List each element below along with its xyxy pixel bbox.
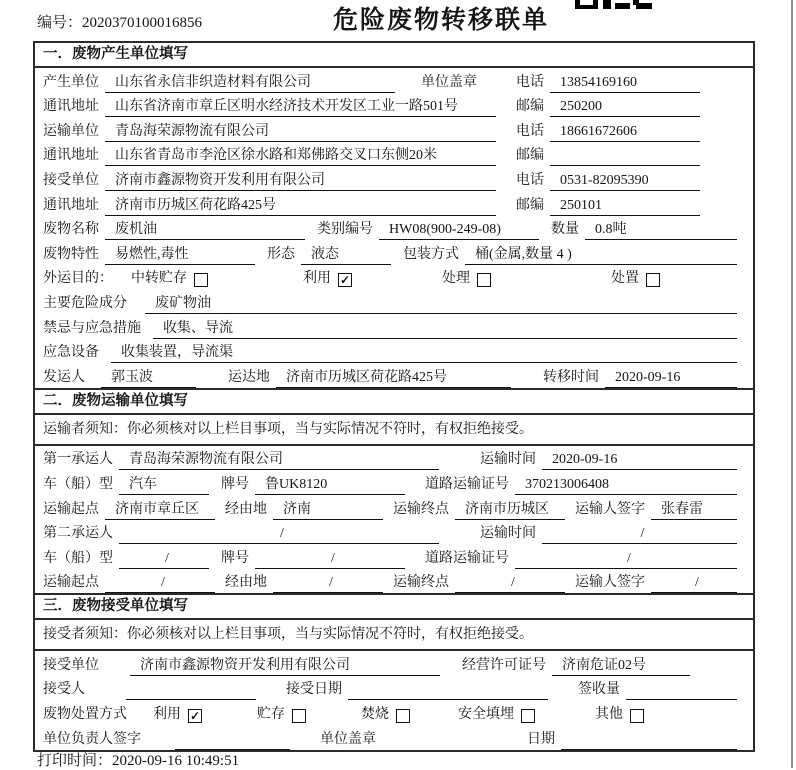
notice-row: 接受者须知：你必须核对以上栏目事项，当与实际情况不符时，有权拒绝接受。 (35, 620, 753, 651)
field-label: 运输时间 (480, 452, 536, 468)
field-label: 废物处置方式 (43, 707, 127, 723)
field-label: 运达地 (228, 369, 270, 385)
qr-code-icon (575, 0, 653, 10)
checkbox-label: 贮存 (257, 707, 285, 723)
form-row (35, 569, 753, 594)
field-label: 邮编 (516, 148, 544, 164)
field-value: 2020-09-16 (605, 368, 737, 388)
field-label: 转移时间 (543, 369, 599, 385)
field-label: 接受单位 (43, 172, 99, 188)
field-label: 单位盖章 (421, 74, 477, 90)
form-row (35, 93, 753, 118)
field-value: 济南市鑫源物资开发利用有限公司 (130, 656, 440, 676)
checkbox-label: 处置 (611, 271, 639, 287)
field-label: 运输终点 (393, 501, 449, 517)
form-row (35, 216, 753, 241)
print-time-label: 打印时间： (37, 753, 113, 769)
field-label: 禁忌与应急措施 (43, 320, 141, 336)
form-row (35, 191, 753, 216)
form-row (35, 700, 753, 725)
field-label: 经由地 (225, 501, 267, 517)
field-value: 液态 (301, 245, 391, 265)
serial-number (37, 11, 202, 32)
checkbox-checked-icon: ✓ (339, 273, 351, 288)
field-label: 车（船）型 (43, 476, 113, 492)
checkbox-label: 利用 (303, 271, 331, 287)
field-label: 包装方式 (403, 246, 459, 262)
form-row (35, 117, 753, 142)
field-value: / (273, 573, 383, 593)
field-label: 牌号 (221, 476, 249, 492)
checkbox-icon (646, 273, 660, 287)
form-row (35, 265, 753, 290)
print-time (37, 749, 239, 770)
field-label: 通讯地址 (43, 99, 99, 115)
field-value: 济南市鑫源物资开发利用有限公司 (105, 171, 496, 191)
checkbox-icon (194, 273, 208, 287)
field-label: 应急设备 (43, 345, 99, 361)
form-row (35, 470, 753, 495)
field-value: HW08(900-249-08) (379, 220, 539, 240)
field-label: 车（船）型 (43, 550, 113, 566)
field-value: 370213006408 (515, 475, 737, 495)
field-label: 道路运输证号 (425, 476, 509, 492)
checkbox-label: 利用 (153, 707, 181, 723)
field-label: 运输时间 (480, 526, 536, 542)
page-title: 危险废物转移联单 (333, 7, 550, 34)
field-value: 张春雷 (651, 500, 737, 520)
field-label: 邮编 (516, 197, 544, 213)
serial-label: 编号： (37, 15, 83, 31)
form-table (33, 41, 755, 752)
field-label: 电话 (516, 123, 544, 139)
field-value: 桶(金属,数量 4 ) (465, 245, 737, 265)
field-value: 青岛海荣源物流有限公司 (105, 122, 496, 142)
field-label: 接受单位 (43, 657, 99, 673)
field-value: 13854169160 (550, 73, 700, 93)
field-label: 运输起点 (43, 501, 99, 517)
field-value (126, 680, 256, 700)
form-row (35, 363, 753, 388)
field-label: 道路运输证号 (425, 550, 509, 566)
field-label: 通讯地址 (43, 148, 99, 164)
field-label: 电话 (516, 172, 544, 188)
field-label: 单位盖章 (320, 731, 376, 747)
field-value (175, 730, 290, 750)
field-value: 收集装置，导流渠 (111, 343, 737, 363)
print-time-value: 2020-09-16 10:49:51 (112, 753, 240, 769)
field-value: 济南 (273, 500, 383, 520)
field-value: / (651, 573, 737, 593)
section-header: 二．废物运输单位填写 (35, 388, 753, 415)
field-value: / (119, 524, 439, 544)
field-value: / (542, 524, 737, 544)
field-label: 邮编 (516, 99, 544, 115)
field-label: 外运目的： (43, 271, 113, 287)
checkbox-option (595, 704, 644, 725)
checkbox-label: 处理 (442, 271, 470, 287)
field-value: 收集、导流 (153, 319, 737, 339)
notice-row: 运输者须知：你必须核对以上栏目事项，当与实际情况不符时，有权拒绝接受。 (35, 415, 753, 446)
field-value: / (105, 573, 215, 593)
form-row (35, 289, 753, 314)
form-row (35, 314, 753, 339)
field-value: / (119, 549, 209, 569)
field-label: 产生单位 (43, 74, 99, 90)
form-row (35, 495, 753, 520)
field-value: 济南市历城区荷花路425号 (105, 196, 496, 216)
field-label: 单位负责人签字 (43, 731, 141, 747)
field-value: 济南市历城区荷花路425号 (276, 368, 511, 388)
field-label: 经由地 (225, 575, 267, 591)
field-label: 废物特性 (43, 246, 99, 262)
field-value: 汽车 (119, 475, 209, 495)
field-label: 签收量 (578, 682, 620, 698)
checkbox-icon (396, 709, 410, 723)
field-value (626, 680, 737, 700)
field-label: 运输单位 (43, 123, 99, 139)
field-label: 牌号 (221, 550, 249, 566)
field-label: 接受日期 (286, 682, 342, 698)
checkbox-label: 其他 (595, 707, 623, 723)
checkbox-option (442, 268, 491, 289)
field-label: 运输人签字 (575, 501, 645, 517)
field-value: / (515, 549, 737, 569)
form-row (35, 339, 753, 364)
form-row (35, 142, 753, 167)
field-value: 山东省永信非织造材料有限公司 (105, 73, 395, 93)
field-value (550, 146, 700, 166)
field-label: 接受人 (43, 682, 85, 698)
checkbox-option (131, 268, 208, 289)
field-value (348, 680, 548, 700)
field-label: 类别编号 (317, 222, 373, 238)
field-value: 18661672606 (550, 122, 700, 142)
form-row (35, 446, 753, 471)
checkbox-icon (521, 709, 535, 723)
field-value: 郭玉波 (101, 368, 196, 388)
checkbox-label: 焚烧 (361, 707, 389, 723)
field-value: 济南市章丘区 (105, 500, 215, 520)
field-value: / (255, 549, 405, 569)
field-label: 通讯地址 (43, 197, 99, 213)
checkbox-icon (292, 709, 306, 723)
form-row (35, 544, 753, 569)
checkbox-label: 中转贮存 (131, 271, 187, 287)
form-row (35, 166, 753, 191)
field-value (561, 730, 737, 750)
form-row (35, 676, 753, 701)
form-row (35, 68, 753, 93)
page-edge-line (791, 0, 793, 768)
field-value: 2020-09-16 (542, 450, 737, 470)
section-header: 三．废物接受单位填写 (35, 593, 753, 620)
serial-value: 2020370100016856 (82, 15, 203, 31)
field-label: 运输终点 (393, 575, 449, 591)
checkbox-option (611, 268, 660, 289)
field-value: 山东省青岛市李沧区徐水路和郑佛路交叉口东侧20米 (105, 146, 496, 166)
field-value: 济南危证02号 (552, 656, 690, 676)
field-value: 0.8吨 (585, 220, 737, 240)
field-label: 第一承运人 (43, 452, 113, 468)
field-value: 山东省济南市章丘区明水经济技术开发区工业一路501号 (105, 97, 496, 117)
checkbox-option (257, 704, 306, 725)
field-label: 运输起点 (43, 575, 99, 591)
checkbox-option (361, 704, 410, 725)
checkbox-icon (630, 709, 644, 723)
field-value: 废矿物油 (145, 294, 737, 314)
field-label: 日期 (527, 731, 555, 747)
checkbox-icon (477, 273, 491, 287)
field-label: 废物名称 (43, 222, 99, 238)
form-row (35, 240, 753, 265)
form-row (35, 725, 753, 750)
field-label: 第二承运人 (43, 526, 113, 542)
checkbox-label: 安全填埋 (458, 707, 514, 723)
field-label: 形态 (267, 246, 295, 262)
field-label: 数量 (551, 222, 579, 238)
field-value: 青岛海荣源物流有限公司 (119, 450, 439, 470)
checkbox-option (153, 704, 202, 725)
checkbox-option (458, 704, 535, 725)
field-value: 易燃性,毒性 (105, 245, 255, 265)
field-value: 250200 (550, 97, 700, 117)
field-label: 运输人签字 (575, 575, 645, 591)
form-row (35, 651, 753, 676)
field-label: 电话 (516, 74, 544, 90)
field-label: 发运人 (43, 369, 85, 385)
field-value: 废机油 (105, 220, 305, 240)
field-label: 主要危险成分 (43, 295, 127, 311)
field-value: / (455, 573, 565, 593)
form-row (35, 520, 753, 545)
section-header: 一．废物产生单位填写 (35, 43, 753, 68)
checkbox-option (303, 268, 352, 289)
field-value: 0531-82095390 (550, 171, 700, 191)
field-value: 济南市历城区 (455, 500, 565, 520)
checkbox-checked-icon: ✓ (189, 709, 201, 724)
field-value: 250101 (550, 196, 700, 216)
field-label: 经营许可证号 (462, 657, 546, 673)
field-value: 鲁UK8120 (255, 475, 405, 495)
